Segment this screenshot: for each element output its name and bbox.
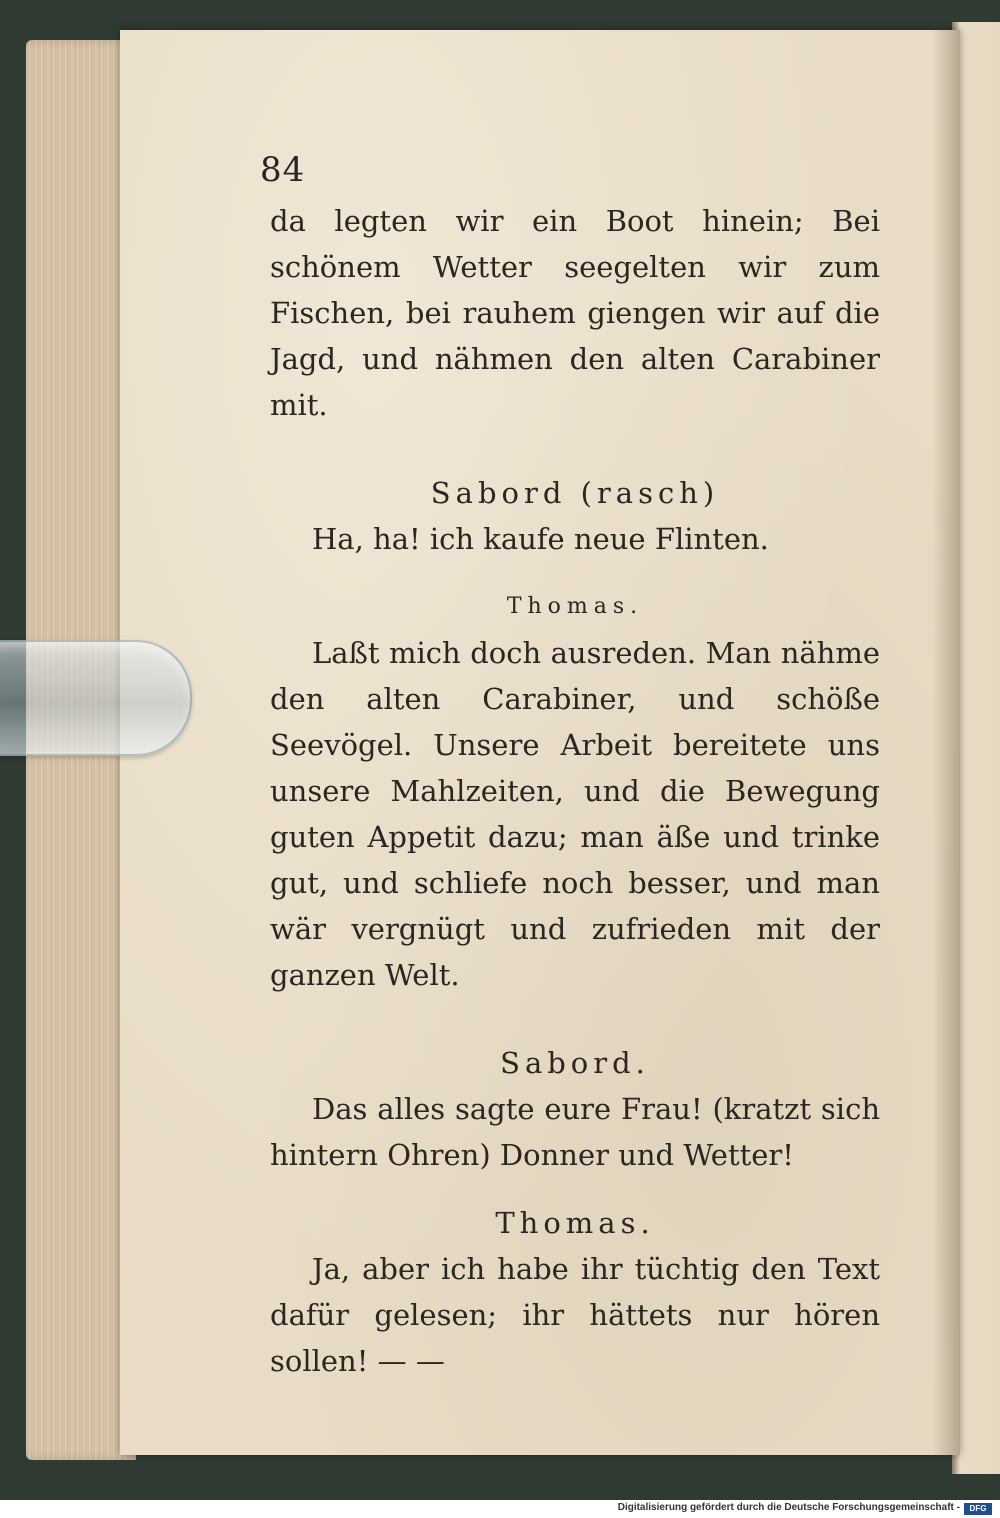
speaker-sabord: Sabord. <box>500 1046 650 1080</box>
book-page <box>120 30 960 1455</box>
paragraph-3: Laßt mich doch ausreden. Man nähme den alten Carabiner, und schöße Seevögel. Unsere Arbeit bereitete uns unsere Mahlzeiten, und die Bewegung guten Appetit dazu; man äße und trinke gut, und schliefe noch besser, und man wär vergnügt und zufrieden mit der ganzen Welt. <box>270 636 880 992</box>
paragraph-2: Ha, ha! ich kaufe neue Flinten. <box>312 522 769 556</box>
dfg-logo: DFG <box>964 1503 992 1515</box>
speaker-sabord-rasch: Sabord (rasch) <box>430 476 720 510</box>
speaker-thomas-1: Thomas. <box>506 594 644 619</box>
paragraph-4: Das alles sagte eure Frau! (kratzt sich hintern Ohren) Donner und Wetter! <box>270 1092 880 1172</box>
gutter-shadow <box>932 30 960 1455</box>
footer-credit: Digitalisierung gefördert durch die Deutsche Forschungsgemeinschaft - <box>617 1502 960 1513</box>
paragraph-1: da legten wir ein Boot hinein; Bei schönem Wetter seegelten wir zum Fischen, bei rauhem giengen wir auf die Jagd, und nähmen den alten Carabiner mit. <box>270 204 880 422</box>
page-number: 84 <box>260 150 306 190</box>
speaker-thomas-2: Thomas. <box>495 1206 655 1240</box>
footer-bar <box>0 1500 1000 1518</box>
glass-bookmark-clip <box>0 640 192 756</box>
page-text <box>270 198 880 1384</box>
paragraph-5: Ja, aber ich habe ihr tüchtig den Text dafür gelesen; ihr hättets nur hören sollen! — — <box>270 1252 880 1378</box>
